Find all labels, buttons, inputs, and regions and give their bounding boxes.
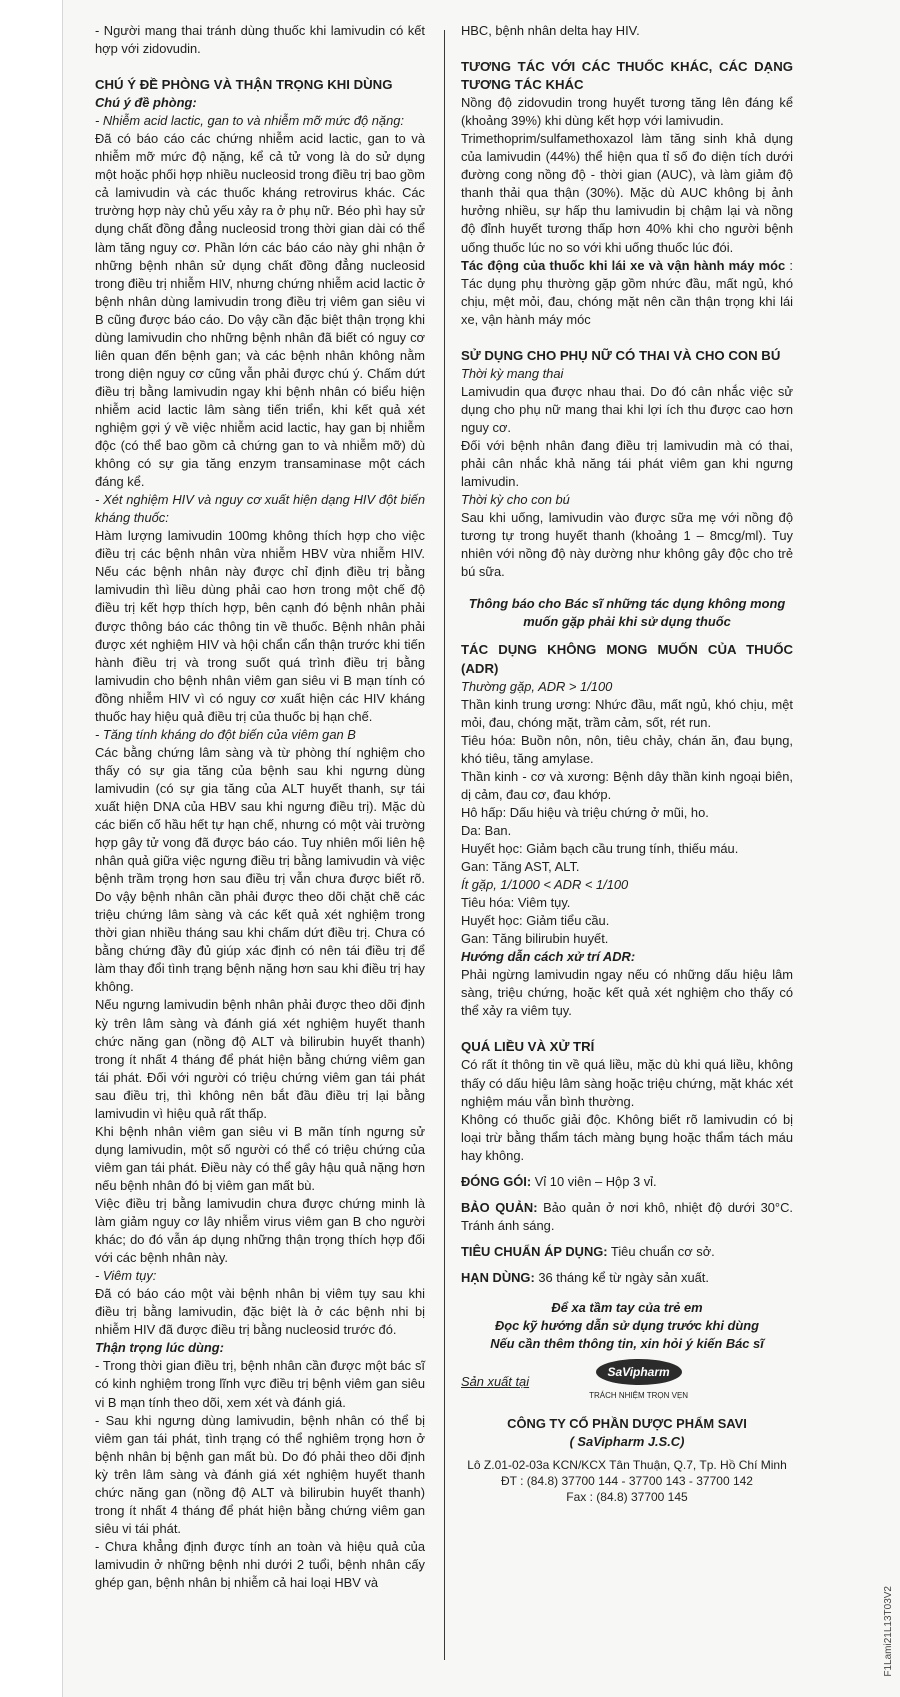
document-code: F1Lami21L13T03V2 [883, 1586, 894, 1677]
standard [461, 1243, 793, 1261]
adr-line: Thần kinh trung ương: Nhức đầu, mất ngủ, khó chịu, mệt mỏi, đau, chóng mặt, trầm cảm, sốt, rét run. [461, 696, 793, 730]
para-overdose-1: Có rất ít thông tin về quá liều, mặc dù khi quá liều, không thấy có dấu hiệu lâm sàng hoặc triệu chứng, mặt khác xét nghiệm máu vẫn bình thường. [461, 1057, 793, 1109]
para-flare-4: Việc điều trị bằng lamivudin chưa được chứng minh là làm giảm nguy cơ lây nhiễm virus viêm gan B cho người khác; do đó vẫn áp dụng những thận trọng thích hợp đối với các bệnh nhân này. [95, 1196, 425, 1266]
company-address: Lô Z.01-02-03a KCN/KCX Tân Thuận, Q.7, Tp. Hồ Chí Minh [467, 1458, 787, 1473]
sheet-edge [62, 0, 63, 1697]
para-precaution-1: - Trong thời gian điều trị, bệnh nhân cần được một bác sĩ có kinh nghiệm trong lĩnh vực điều trị bệnh viêm gan siêu vi B mạn tính theo dõi, xem xét và đánh giá. [95, 1358, 425, 1410]
standard-text: Tiêu chuẩn cơ sở. [607, 1243, 715, 1259]
intro-text: - Người mang thai tránh dùng thuốc khi lamivudin có kết hợp với zidovudin. [95, 23, 425, 57]
para-hiv: Hàm lượng lamivudin 100mg không thích hợp cho việc điều trị các bệnh nhân vừa nhiễm HBV vừa nhiễm HIV. Nếu các bệnh nhân này được chỉ định điều trị bằng lamivudin thì liều dùng phải cao hơn trong một chế độ điều trị kết hợp thích hợp, bên cạnh đó bệnh nhân phải được thông báo các thông tin về thuốc. Bệnh nhân phải được xét nghiệm HIV và hội chẩn cẩn thận trước khi tiến hành điều trị và trong suốt quá trình điều trị bằng lamivudin cho bệnh nhân viêm gan siêu vi B mạn tính có đồng nhiễm HIV vì có nguy cơ xuất hiện các HIV kháng thuốc hay hiệu quả điều trị của thuốc bị hạn chế. [95, 528, 425, 724]
warning-children: Để xa tầm tay của trẻ em [551, 1300, 703, 1315]
logo-tagline: TRÁCH NHIỆM TRỌN VẸN [589, 1391, 689, 1401]
storage-text: Bảo quản ở nơi khô, nhiệt độ dưới 30°C. Tránh ánh sáng. [461, 1199, 793, 1233]
item-hiv: - Xét nghiệm HIV và nguy cơ xuất hiện dạng HIV đột biến kháng thuốc: [95, 492, 425, 526]
para-lactic: Đã có báo cáo các chứng nhiễm acid lactic, gan to và nhiễm mỡ mức độ nặng, kể cả tử vong là do sử dụng một hoặc phối hợp nhiều nucleosid trong điều trị bao gồm cả lamivudin và các thuốc kháng retrovirus khác. Các trường hợp này chủ yếu xảy ra ở phụ nữ. Béo phì hay sử dụng chất đồng đẳng nucleosid trong thời gian dài có thể làm tăng nguy cơ. Phần lớn các báo cáo này ghi nhận ở những bệnh nhân sử dụng chất đồng đẳng nucleosid trong điều trị nhiễm HIV, nhưng chứng nhiễm acid lactic ở bệnh nhân dùng lamivudin trong điều trị viêm gan siêu vi B cũng được báo cáo. Do vậy cần đặc biệt thận trọng khi dùng lamivudin cho những bệnh nhân đã biết có nguy cơ liên quan đến bệnh gan; và các bệnh nhân không nằm trong diện nguy cơ cũng vẫn phải được chú ý. Chấm dứt điều trị bằng lamivudin ngay khi bệnh nhân có biểu hiện nhiễm acid lactic lâm sàng tiến triển, khi kết quả xét nghiệm gợi ý về việc nhiễm acid lactic, hay gan bị nhiễm độc (có thể bao gồm cả chứng gan to và nhiễm mỡ) dù không có sự gia tăng enzym transaminase một cách đáng kể. [95, 131, 425, 490]
standard-label: TIÊU CHUẨN ÁP DỤNG: [461, 1243, 608, 1259]
para-pregnancy-1: Lamivudin qua được nhau thai. Do đó cân nhắc việc sử dụng cho phụ nữ mang thai khi lợi ích thu được cao hơn nguy cơ. [461, 383, 793, 435]
para-lactation: Sau khi uống, lamivudin vào được sữa mẹ với nồng độ tương tự trong huyết thanh (khoảng 1 – 8mcg/ml). Tuy nhiên với nồng độ này dường như không gây độc cho trẻ bú sữa. [461, 510, 793, 580]
made-at-label: Sản xuất tại [461, 1374, 530, 1390]
expiry-label: HẠN DÙNG: [461, 1269, 535, 1285]
heading-adr: TÁC DỤNG KHÔNG MONG MUỐN CỦA THUỐC (ADR) [461, 642, 793, 676]
company-short-name: ( SaVipharm J.S.C) [569, 1434, 685, 1450]
heading-pregnancy: SỬ DỤNG CHO PHỤ NỮ CÓ THAI VÀ CHO CON BÚ [461, 347, 781, 363]
adr-line: Huyết học: Giảm tiểu cầu. [461, 913, 610, 929]
item-lactation: Thời kỳ cho con bú [461, 492, 570, 508]
subheading-adr-management: Hướng dẫn cách xử trí ADR: [461, 949, 636, 965]
item-lactic: - Nhiễm acid lactic, gan to và nhiễm mỡ mức độ nặng: [95, 113, 404, 129]
heading-overdose: QUÁ LIỀU VÀ XỬ TRÍ [461, 1039, 595, 1055]
para-pancreatitis: Đã có báo cáo một vài bệnh nhân bị viêm tụy sau khi điều trị bằng lamivudin, đặc biệt là ở các bệnh nhi bị nhiễm HIV đã được điều trị bằng nucleosid trước đó. [95, 1286, 425, 1338]
adr-line: Gan: Tăng bilirubin huyết. [461, 931, 609, 947]
logo-oval: SaVipharm [596, 1359, 682, 1385]
left-column [95, 22, 425, 1592]
heading-caution: CHÚ Ý ĐỀ PHÒNG VÀ THẬN TRỌNG KHI DÙNG [95, 77, 393, 93]
manufacturer-row [461, 1359, 793, 1405]
packaging-label: ĐÓNG GÓI: [461, 1173, 532, 1189]
para-precaution-2: - Sau khi ngưng dùng lamivudin, bệnh nhân có thể bị viêm gan tái phát, tình trạng có thể nghiêm trọng hơn ở bệnh nhân bị bệnh gan mất bù. Do đó phải theo dõi định kỳ trên lâm sàng và đánh giá xét nghiệm huyết thanh chức năng gan (nồng độ ALT và bilirubin huyết thanh) trong ít nhất 4 tháng để phát hiện bằng chứng viêm gan siêu vi tái phát. [95, 1412, 425, 1536]
expiry [461, 1269, 793, 1287]
driving-label: Tác động của thuốc khi lái xe và vận hành máy móc [461, 257, 786, 273]
para-flare-2: Nếu ngưng lamivudin bệnh nhân phải được theo dõi định kỳ trên lâm sàng và đánh giá xét nghiệm huyết thanh chức năng gan (nồng độ ALT và bilirubin huyết thanh) trong ít nhất 4 tháng để phát hiện bằng chứng viêm gan tái phát. Đối với người có triệu chứng viêm gan tái phát sau điều trị, thì không nên bắt đầu điều trị lại bằng lamivudin vì hiệu quả rất thấp. [95, 997, 425, 1121]
para-adr-management: Phải ngừng lamivudin ngay nếu có những dấu hiệu lâm sàng, triệu chứng, hoặc kết quả xét nghiệm cho thấy có thể xảy ra viêm tụy. [461, 967, 793, 1019]
right-column [461, 22, 793, 1505]
adr-line: Thần kinh - cơ và xương: Bệnh dây thần kinh ngoại biên, dị cảm, đau cơ, đau khớp. [461, 768, 793, 802]
adr-line: Da: Ban. [461, 822, 512, 838]
packaging-text: Vỉ 10 viên – Hộp 3 vỉ. [531, 1173, 657, 1189]
warning-read: Đọc kỹ hướng dẫn sử dụng trước khi dùng [494, 1318, 760, 1334]
item-flare: - Tăng tính kháng do đột biến của viêm gan B [95, 726, 356, 742]
para-interaction-1: Nồng độ zidovudin trong huyết tương tăng lên đáng kể (khoảng 39%) khi dùng kết hợp với lamivudin. [461, 95, 793, 129]
subheading-precaution: Thận trọng lúc dùng: [95, 1340, 224, 1356]
item-pancreatitis: - Viêm tụy: [95, 1268, 157, 1284]
adr-line: Gan: Tăng AST, ALT. [461, 859, 580, 875]
item-pregnancy: Thời kỳ mang thai [461, 365, 564, 381]
adr-line: Hô hấp: Dấu hiệu và triệu chứng ở mũi, ho. [461, 804, 709, 820]
storage [461, 1199, 793, 1235]
item-common: Thường gặp, ADR > 1/100 [461, 678, 613, 694]
para-flare-1: Các bằng chứng lâm sàng và từ phòng thí nghiệm cho thấy có sự gia tăng của bệnh sau khi ngưng dùng lamivudin (có sự gia tăng của ALT huyết thanh, sự tái xuất hiện DNA của HBV sau khi ngưng điều trị). Mặc dù các biến cố hầu hết tự hạn chế, nhưng có một vài trường hợp gây tử vong đã được báo cáo. Tuy nhiên mối liên hệ nhân quả giữa việc ngưng điều trị bằng lamivudin và việc bệnh trầm trọng hơn sau điều trị vẫn chưa được biết rõ. Do vậy bệnh nhân cần phải được theo dõi chặt chẽ các triệu chứng lâm sàng và các kết quả xét nghiệm trong thời gian nhiều tháng sau khi chấm dứt điều trị. Chưa có bằng chứng đầy đủ giúp xác định có nên tái điều trị để làm thay đổi tình trạng bệnh nặng hơn sau khi điều trị hay không. [95, 744, 425, 995]
adr-line: Huyết học: Giảm bạch cầu trung tính, thiếu máu. [461, 840, 739, 856]
driving-text: : Tác dụng phụ thường gặp gồm nhức đầu, mất ngủ, khó chịu, mệt mỏi, đau, chóng mặt nên cần thận trọng khi lái xe, vận hành máy móc [461, 257, 793, 327]
para-driving [461, 257, 793, 329]
para-precaution-3: - Chưa khẳng định được tính an toàn và hiệu quả của lamivudin ở những bệnh nhi dưới 2 tuổi, bệnh nhân cấy ghép gan, bệnh nhân bị nhiễm cả hai loại HBV và [95, 1538, 425, 1590]
para-interaction-2: Trimethoprim/sulfamethoxazol làm tăng sinh khả dụng của lamivudin (44%) thể hiện qua tỉ số đo diện tích dưới đường cong nồng độ - thời gian (AUC), và làm giảm độ thanh thải qua thận (30%). Mặc dù AUC không bị ảnh hưởng nhiều, sự hấp thu lamivudin bị chậm lại và nồng độ đỉnh huyết tương thấp hơn 40% khi cho người bệnh uống thuốc lúc no so với khi uống thuốc lúc đói. [461, 131, 793, 255]
heading-interactions: TƯƠNG TÁC VỚI CÁC THUỐC KHÁC, CÁC DẠNG TƯƠNG TÁC KHÁC [461, 59, 793, 93]
warning-ask: Nếu cần thêm thông tin, xin hỏi ý kiến Bác sĩ [490, 1336, 764, 1352]
company-logo [589, 1359, 688, 1405]
column-divider [444, 30, 445, 1660]
para-pregnancy-2: Đối với bệnh nhân đang điều trị lamivudin mà có thai, phải cân nhắc khả năng tái phát viêm gan khi ngưng lamivudin. [461, 437, 793, 490]
item-uncommon: Ít gặp, 1/1000 < ADR < 1/100 [461, 877, 629, 893]
storage-label: BẢO QUẢN: [461, 1199, 538, 1215]
company-fax: Fax : (84.8) 37700 145 [566, 1490, 688, 1505]
para-overdose-2: Không có thuốc giải độc. Không biết rõ lamivudin có bị loại trừ bằng thẩm tách màng bụng hoặc thẩm tách máu hay không. [461, 1111, 793, 1163]
para-flare-3: Khi bệnh nhân viêm gan siêu vi B mãn tính ngưng sử dụng lamivudin, một số người có thể có triệu chứng của viêm gan tái phát. Điều này có thể gây hậu quả nặng hơn nếu bệnh nhân đó bị viêm gan mất bù. [95, 1123, 425, 1193]
adr-line: Tiêu hóa: Viêm tụy. [461, 895, 571, 911]
continuation-text: HBC, bệnh nhân delta hay HIV. [461, 23, 640, 38]
company-phone: ĐT : (84.8) 37700 144 - 37700 143 - 37700 142 [501, 1474, 753, 1489]
subheading-attention: Chú ý đề phòng: [95, 95, 197, 111]
expiry-text: 36 tháng kể từ ngày sản xuất. [534, 1269, 709, 1285]
company-name: CÔNG TY CỔ PHẦN DƯỢC PHẨM SAVI [507, 1416, 747, 1432]
adr-line: Tiêu hóa: Buồn nôn, nôn, tiêu chảy, chán ăn, đau bụng, khó tiêu, tăng amylase. [461, 732, 793, 766]
notice-adverse: Thông báo cho Bác sĩ những tác dụng không mong muốn gặp phải khi sử dụng thuốc [468, 596, 786, 630]
packaging [461, 1173, 793, 1191]
